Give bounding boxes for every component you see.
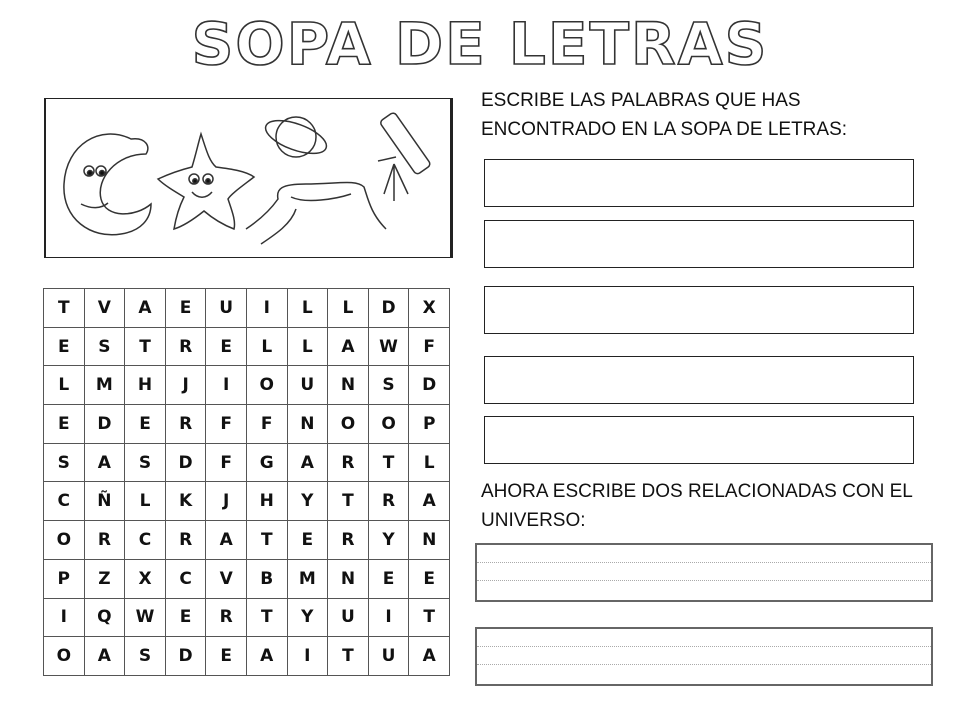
grid-cell[interactable]: T [409, 598, 450, 637]
grid-cell[interactable]: E [368, 559, 409, 598]
grid-cell[interactable]: V [84, 289, 125, 328]
space-illustration [44, 98, 453, 258]
grid-cell[interactable]: R [165, 405, 206, 444]
grid-cell[interactable]: Ñ [84, 482, 125, 521]
grid-cell[interactable]: Y [287, 482, 328, 521]
grid-cell[interactable]: A [409, 482, 450, 521]
grid-cell[interactable]: U [328, 598, 369, 637]
instruction-line: UNIVERSO: [481, 510, 586, 531]
grid-cell[interactable]: L [287, 289, 328, 328]
answer-box-5[interactable] [484, 416, 914, 464]
grid-row [44, 366, 450, 405]
answer-box-2[interactable] [484, 220, 914, 268]
grid-cell[interactable]: E [409, 559, 450, 598]
telescope-icon [378, 112, 431, 201]
grid-cell[interactable]: A [287, 443, 328, 482]
grid-row [44, 482, 450, 521]
grid-cell[interactable]: F [246, 405, 287, 444]
grid-cell[interactable]: R [206, 598, 247, 637]
grid-cell[interactable]: J [206, 482, 247, 521]
grid-cell[interactable]: D [165, 443, 206, 482]
grid-cell[interactable]: V [206, 559, 247, 598]
grid-cell[interactable]: R [84, 521, 125, 560]
grid-cell[interactable]: D [84, 405, 125, 444]
grid-cell[interactable]: B [246, 559, 287, 598]
grid-cell[interactable]: S [44, 443, 85, 482]
grid-cell[interactable]: A [206, 521, 247, 560]
grid-cell[interactable]: S [84, 327, 125, 366]
grid-cell[interactable]: J [165, 366, 206, 405]
grid-cell[interactable]: L [246, 327, 287, 366]
grid-cell[interactable]: N [287, 405, 328, 444]
worksheet-title: SOPA DE LETRAS [191, 10, 769, 78]
grid-cell[interactable]: O [246, 366, 287, 405]
grid-cell[interactable]: F [409, 327, 450, 366]
grid-cell[interactable]: A [125, 289, 166, 328]
grid-row [44, 559, 450, 598]
answer-box-4[interactable] [484, 356, 914, 404]
grid-row [44, 521, 450, 560]
grid-cell[interactable]: R [328, 443, 369, 482]
grid-cell[interactable]: L [287, 327, 328, 366]
answer-box-3[interactable] [484, 286, 914, 334]
grid-cell[interactable]: E [206, 637, 247, 676]
grid-cell[interactable]: Z [84, 559, 125, 598]
grid-cell[interactable]: A [84, 637, 125, 676]
grid-row [44, 327, 450, 366]
grid-cell[interactable]: C [165, 559, 206, 598]
grid-cell[interactable]: U [287, 366, 328, 405]
guide-line [477, 646, 931, 647]
grid-cell[interactable]: M [287, 559, 328, 598]
grid-cell[interactable]: S [125, 443, 166, 482]
grid-cell[interactable]: T [44, 289, 85, 328]
related-word-box-1[interactable] [475, 543, 933, 602]
grid-cell[interactable]: X [409, 289, 450, 328]
grid-cell[interactable]: Y [287, 598, 328, 637]
grid-cell[interactable]: T [125, 327, 166, 366]
grid-cell[interactable]: E [165, 289, 206, 328]
grid-row [44, 289, 450, 328]
grid-cell[interactable]: H [125, 366, 166, 405]
grid-cell[interactable]: E [206, 327, 247, 366]
grid-cell[interactable]: F [206, 443, 247, 482]
grid-cell[interactable]: N [328, 559, 369, 598]
grid-cell[interactable]: Y [368, 521, 409, 560]
grid-cell[interactable]: N [328, 366, 369, 405]
grid-cell[interactable]: I [44, 598, 85, 637]
grid-cell[interactable]: X [125, 559, 166, 598]
crater-icon [246, 182, 386, 244]
answer-box-1[interactable] [484, 159, 914, 207]
grid-cell[interactable]: R [165, 327, 206, 366]
grid-cell[interactable]: I [287, 637, 328, 676]
grid-cell[interactable]: T [328, 482, 369, 521]
grid-cell[interactable]: L [44, 366, 85, 405]
grid-cell[interactable]: T [328, 637, 369, 676]
grid-row [44, 443, 450, 482]
instruction-line: AHORA ESCRIBE DOS RELACIONADAS CON EL [481, 481, 913, 502]
guide-line [477, 580, 931, 581]
grid-cell[interactable]: E [287, 521, 328, 560]
word-search-grid [43, 288, 450, 676]
grid-cell[interactable]: A [409, 637, 450, 676]
grid-cell[interactable]: T [246, 521, 287, 560]
grid-cell[interactable]: N [409, 521, 450, 560]
grid-cell[interactable]: T [368, 443, 409, 482]
grid-row [44, 637, 450, 676]
grid-cell[interactable]: O [368, 405, 409, 444]
grid-cell[interactable]: Q [84, 598, 125, 637]
grid-cell[interactable]: R [328, 521, 369, 560]
grid-cell[interactable]: P [44, 559, 85, 598]
grid-cell[interactable]: O [44, 637, 85, 676]
related-words-instruction [481, 477, 913, 535]
grid-cell[interactable]: M [84, 366, 125, 405]
grid-row [44, 405, 450, 444]
saturn-icon [261, 114, 330, 160]
grid-cell[interactable]: L [328, 289, 369, 328]
grid-cell[interactable]: R [165, 521, 206, 560]
grid-cell[interactable]: U [206, 289, 247, 328]
grid-cell[interactable]: D [368, 289, 409, 328]
grid-cell[interactable]: O [328, 405, 369, 444]
grid-cell[interactable]: G [246, 443, 287, 482]
instruction-line: ENCONTRADO EN LA SOPA DE LETRAS: [481, 119, 848, 140]
grid-cell[interactable]: I [206, 366, 247, 405]
grid-cell[interactable]: A [246, 637, 287, 676]
instruction-line: ESCRIBE LAS PALABRAS QUE HAS [481, 90, 801, 111]
grid-cell[interactable]: L [409, 443, 450, 482]
grid-cell[interactable]: E [44, 327, 85, 366]
related-word-box-2[interactable] [475, 627, 933, 686]
grid-cell[interactable]: E [44, 405, 85, 444]
grid-cell[interactable]: U [368, 637, 409, 676]
grid-cell[interactable]: E [165, 598, 206, 637]
grid-cell[interactable]: W [368, 327, 409, 366]
grid-cell[interactable]: H [246, 482, 287, 521]
grid-cell[interactable]: S [368, 366, 409, 405]
grid-cell[interactable]: W [125, 598, 166, 637]
grid-cell[interactable]: C [44, 482, 85, 521]
star-face-icon [158, 134, 254, 229]
grid-cell[interactable]: K [165, 482, 206, 521]
grid-cell[interactable]: I [368, 598, 409, 637]
grid-cell[interactable]: L [125, 482, 166, 521]
grid-cell[interactable]: D [165, 637, 206, 676]
grid-cell[interactable]: T [246, 598, 287, 637]
grid-cell[interactable]: I [246, 289, 287, 328]
grid-cell[interactable]: C [125, 521, 166, 560]
grid-cell[interactable]: E [125, 405, 166, 444]
grid-cell[interactable]: P [409, 405, 450, 444]
grid-cell[interactable]: O [44, 521, 85, 560]
grid-cell[interactable]: F [206, 405, 247, 444]
grid-cell[interactable]: D [409, 366, 450, 405]
guide-line [477, 562, 931, 563]
grid-cell[interactable]: A [328, 327, 369, 366]
guide-line [477, 664, 931, 665]
found-words-instruction [481, 86, 847, 144]
grid-row [44, 598, 450, 637]
moon-face-icon [64, 134, 151, 235]
grid-cell[interactable]: S [125, 637, 166, 676]
grid-cell[interactable]: A [84, 443, 125, 482]
grid-cell[interactable]: R [368, 482, 409, 521]
